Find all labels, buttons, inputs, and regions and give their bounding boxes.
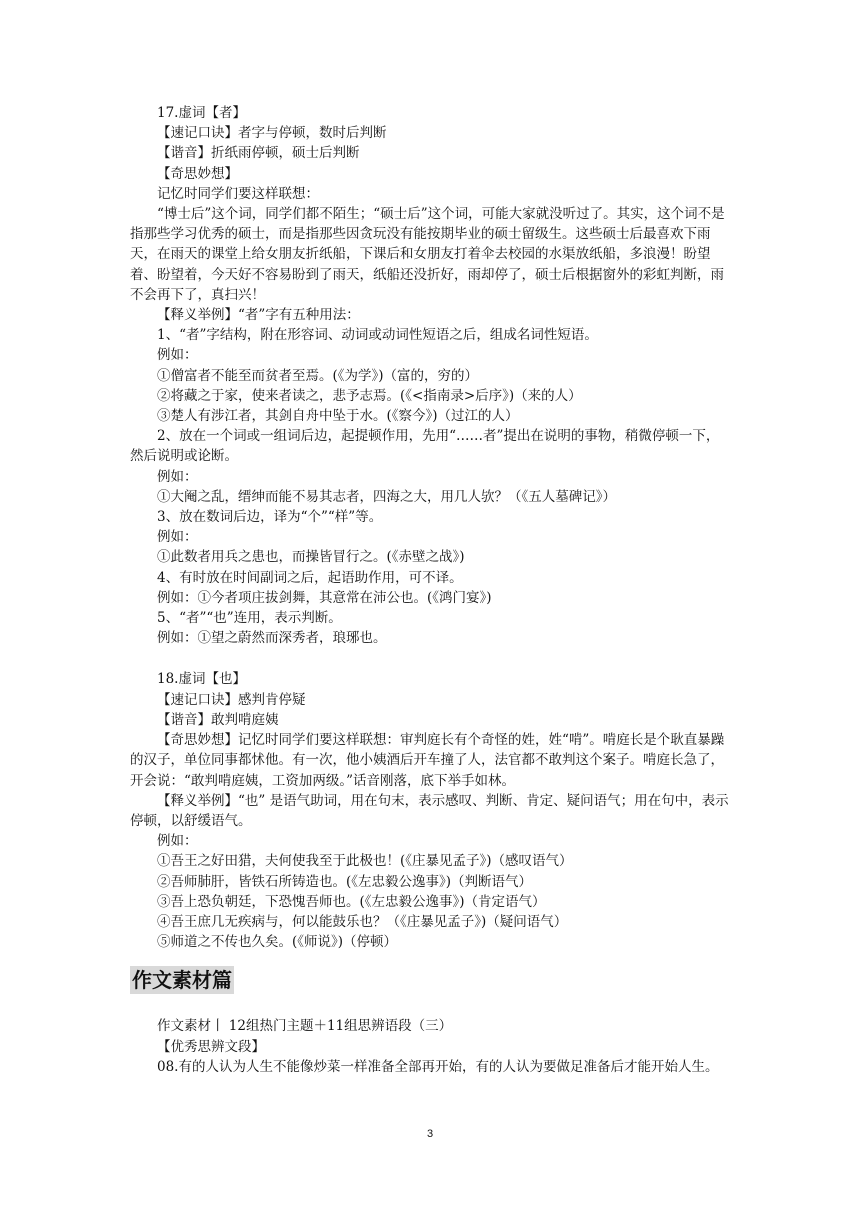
- essay-section-heading: 作文素材篇: [132, 968, 232, 993]
- section-18-title: 18.虚词【也】: [157, 671, 246, 688]
- section-18-lead: 例如：: [157, 833, 198, 850]
- usage-3: 3、放在数词后边，译为“个”“样”等。: [157, 509, 383, 526]
- usage-4-example-1: 例如：①今者项庄拔剑舞，其意常在沛公也。(《鸿门宴》): [157, 589, 492, 606]
- section-17-title: 17.虚词【者】: [157, 105, 246, 121]
- usage-2-example-1: ①大阉之乱，缙绅而能不易其志者，四海之大，用几人欤？（《五人墓碑记》）: [157, 488, 616, 505]
- usage-5-example-1: 例如：①望之蔚然而深秀者，琅琊也。: [157, 630, 387, 647]
- usage-4: 4、有时放在时间副词之后，起语助作用，可不译。: [157, 569, 463, 586]
- usage-2: 2、放在一个词或一组词后边，起提顿作用，先用“……者”提出在说明的事物，稍微停顿一下，然后说明或论断。: [130, 428, 720, 465]
- essay-label: 【优秀思辨文段】: [157, 1038, 265, 1055]
- usage-1-example-3: ③楚人有涉江者，其剑自舟中坠于水。(《察今》)（过江的人）: [157, 408, 519, 425]
- essay-paragraph-08: 08.有的人认为人生不能像炒菜一样准备全部再开始，有的人认为要做足准备后才能开始人生。: [157, 1058, 719, 1075]
- usage-3-example-1: ①此数者用兵之患也，而操皆冒行之。(《赤壁之战》): [157, 549, 465, 566]
- section-18-homophone: 【谐音】敢判啃庭姨: [157, 711, 279, 728]
- section-17-usage-intro: 【释义举例】“者”字有五种用法：: [157, 307, 360, 324]
- section-17-idea-label: 【奇思妙想】: [157, 165, 238, 182]
- page-number: 3: [426, 1128, 434, 1140]
- section-18-example-1: ①吾王之好田猎，夫何使我至于此极也！(《庄暴见孟子》)（感叹语气）: [157, 853, 573, 870]
- essay-subtitle: 作文素材丨 12组热门主题＋11组思辨语段（三）: [157, 1018, 453, 1035]
- section-18-mnemonic: 【速记口诀】感判肯停疑: [157, 691, 306, 708]
- usage-5: 5、“者”“也”连用，表示判断。: [157, 610, 342, 627]
- section-18-example-3: ③吾上恐负朝廷，下恐愧吾师也。(《左忠毅公逸事》)（肯定语气）: [157, 893, 546, 910]
- usage-2-lead: 例如：: [157, 468, 198, 485]
- usage-1-lead: 例如：: [157, 347, 198, 364]
- spacer: [130, 648, 730, 669]
- section-18-example-5: ⑤师道之不传也久矣。(《师说》)（停顿）: [157, 934, 398, 951]
- section-18-example-4: ④吾王庶几无疾病与，何以能鼓乐也？（《庄暴见孟子》)（疑问语气）: [157, 913, 568, 930]
- usage-1: 1、“者”字结构，附在形容词、动词或动词性短语之后，组成名词性短语。: [157, 327, 598, 344]
- section-17-idea-intro: 记忆时同学们要这样联想：: [157, 185, 319, 202]
- usage-1-example-1: ①僧富者不能至而贫者至焉。(《为学》)（富的，穷的）: [157, 367, 479, 384]
- section-18-usage: 【释义举例】“也” 是语气助词，用在句末，表示感叹、判断、肯定、疑问语气；用在句中，表示停顿，以舒缓语气。: [130, 792, 729, 829]
- usage-3-lead: 例如：: [157, 529, 198, 546]
- document-body: [130, 103, 730, 1077]
- section-17-idea-text: “博士后”这个词，同学们都不陌生；“硕士后”这个词，可能大家就没听过了。其实，这个词不是指那些学习优秀的硕士，而是指那些因贪玩没有能按期毕业的硕士留级生。这些硕士后最喜欢下雨天，在雨天的课堂上给女朋友折纸船，下课后和女朋友打着伞去校园的水渠放纸船，多浪漫！盼望着、盼望着，今天好不容易盼到了雨天，纸船还没折好，雨却停了，硕士后根据窗外的彩虹判断，雨不会再下了，真扫兴！: [130, 206, 725, 303]
- usage-1-example-2: ②将藏之于家，使来者读之，悲予志焉。(《<指南录>后序》)（来的人）: [157, 387, 582, 404]
- section-17-homophone: 【谐音】折纸雨停顿，硕士后判断: [157, 145, 360, 162]
- essay-heading-wrap: [130, 966, 730, 994]
- section-17-mnemonic: 【速记口诀】者字与停顿，数时后判断: [157, 125, 387, 142]
- section-18-example-2: ②吾师肺肝，皆铁石所铸造也。(《左忠毅公逸事》)（判断语气）: [157, 873, 533, 890]
- section-18-idea: 【奇思妙想】记忆时同学们要这样联想：审判庭长有个奇怪的姓，姓“啃”。啃庭长是个耿直暴躁的汉子，单位同事都怵他。有一次，他小姨酒后开车撞了人，法官都不敢判这个案子。啃庭长急了，开会说：“敢判啃庭姨，工资加两级。”话音刚落，底下举手如林。: [130, 732, 725, 789]
